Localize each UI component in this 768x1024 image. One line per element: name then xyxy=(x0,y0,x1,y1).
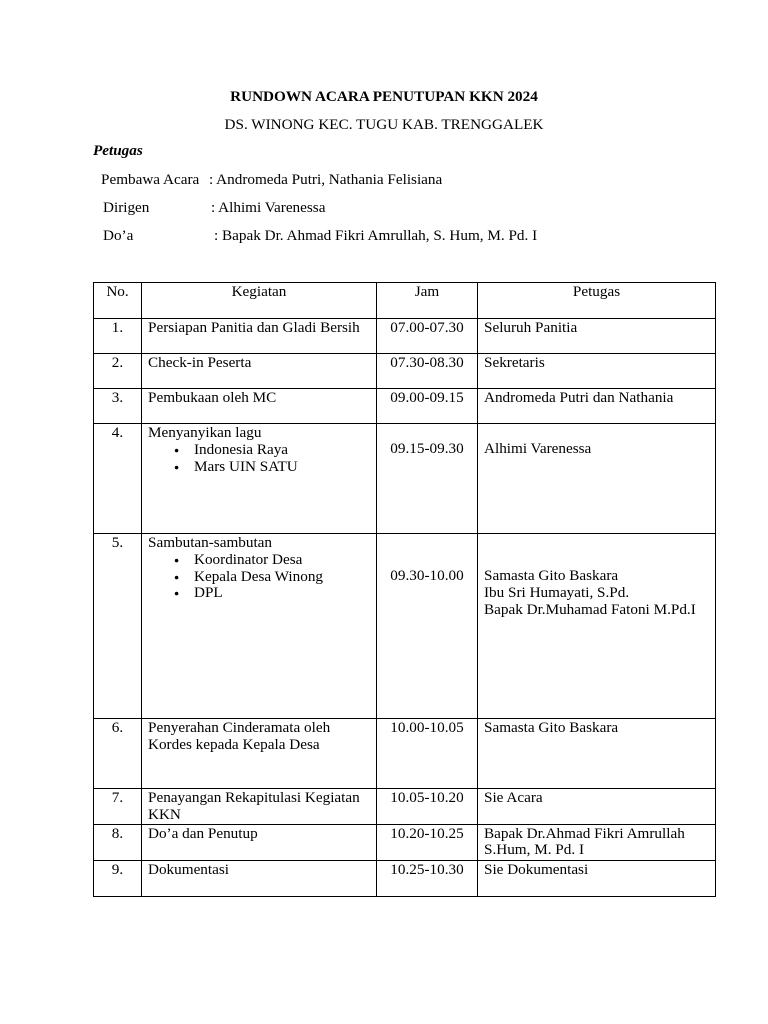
table-row xyxy=(94,860,716,896)
activity-label: Sambutan-sambutan xyxy=(148,534,273,551)
row-activity xyxy=(142,719,377,789)
row-number: 8. xyxy=(94,824,142,860)
row-number: 5. xyxy=(94,534,142,719)
table-row xyxy=(94,389,716,424)
row-time: 07.00-07.30 xyxy=(377,319,478,354)
table-row xyxy=(94,789,716,825)
rundown-table xyxy=(93,282,716,897)
list-item: ● Koordinator Desa xyxy=(194,552,370,569)
officer-role-mc: Pembawa Acara xyxy=(101,171,200,188)
activity-line: Penyerahan Cinderamata oleh xyxy=(148,719,331,736)
row-time: 10.25-10.30 xyxy=(377,860,478,896)
officers-heading: Petugas xyxy=(93,142,143,159)
officer-line: Samasta Gito Baskara xyxy=(484,567,619,584)
document-title: RUNDOWN ACARA PENUTUPAN KKN 2024 xyxy=(230,88,538,105)
row-time: 10.20-10.25 xyxy=(377,824,478,860)
table-row xyxy=(94,824,716,860)
row-time: 07.30-08.30 xyxy=(377,354,478,389)
officer-name-conductor: : Alhimi Varenessa xyxy=(211,199,326,216)
document-subtitle: DS. WINONG KEC. TUGU KAB. TRENGGALEK xyxy=(224,116,544,133)
column-header-time: Jam xyxy=(377,283,478,319)
row-officer: Samasta Gito Baskara xyxy=(478,719,716,789)
table-row xyxy=(94,354,716,389)
activity-line: Kordes kepada Kepala Desa xyxy=(148,735,320,753)
row-time: 09.15-09.30 xyxy=(377,424,478,534)
list-item: ● Indonesia Raya xyxy=(194,442,370,459)
row-number: 1. xyxy=(94,319,142,354)
row-activity xyxy=(142,424,377,534)
row-number: 2. xyxy=(94,354,142,389)
row-number: 3. xyxy=(94,389,142,424)
table-row xyxy=(94,534,716,719)
row-activity xyxy=(142,534,377,719)
officer-name-mc: : Andromeda Putri, Nathania Felisiana xyxy=(209,171,443,188)
officer-role-prayer: Do’a xyxy=(103,227,134,244)
row-activity: Dokumentasi xyxy=(142,860,377,896)
row-officer xyxy=(478,824,716,860)
row-activity xyxy=(142,789,377,825)
row-time: 10.00-10.05 xyxy=(377,719,478,789)
row-officer: Seluruh Panitia xyxy=(478,319,716,354)
officer-line: Bapak Dr.Ahmad Fikri Amrullah xyxy=(484,824,685,842)
officer-line: Ibu Sri Humayati, S.Pd. xyxy=(484,583,630,601)
officer-name-prayer: : Bapak Dr. Ahmad Fikri Amrullah, S. Hum, M. Pd. I xyxy=(214,227,538,244)
row-time: 09.00-09.15 xyxy=(377,389,478,424)
row-officer: Sie Dokumentasi xyxy=(478,860,716,896)
bullet-list xyxy=(148,442,370,476)
list-item: ● Kepala Desa Winong xyxy=(194,569,370,586)
table-header-row xyxy=(94,283,716,319)
row-number: 7. xyxy=(94,789,142,825)
list-item: ● DPL xyxy=(194,585,370,602)
row-officer: Sie Acara xyxy=(478,789,716,825)
row-time: 09.30-10.00 xyxy=(377,534,478,719)
row-number: 6. xyxy=(94,719,142,789)
column-header-no: No. xyxy=(94,283,142,319)
bullet-list xyxy=(148,552,370,602)
officer-line: S.Hum, M. Pd. I xyxy=(484,841,585,859)
row-activity: Persiapan Panitia dan Gladi Bersih xyxy=(142,319,377,354)
row-activity: Do’a dan Penutup xyxy=(142,824,377,860)
officer-line: Bapak Dr.Muhamad Fatoni M.Pd.I xyxy=(484,600,696,618)
row-officer: Sekretaris xyxy=(478,354,716,389)
row-officer: Alhimi Varenessa xyxy=(478,424,716,534)
row-officer xyxy=(478,534,716,719)
table-row xyxy=(94,319,716,354)
row-officer: Andromeda Putri dan Nathania xyxy=(478,389,716,424)
activity-line: Penayangan Rekapitulasi Kegiatan xyxy=(148,789,360,806)
column-header-officer: Petugas xyxy=(478,283,716,319)
activity-line: KKN xyxy=(148,805,181,823)
table-row xyxy=(94,719,716,789)
row-time: 10.05-10.20 xyxy=(377,789,478,825)
activity-label: Menyanyikan lagu xyxy=(148,424,262,441)
row-number: 9. xyxy=(94,860,142,896)
row-number: 4. xyxy=(94,424,142,534)
list-item: ● Mars UIN SATU xyxy=(194,459,370,476)
row-activity: Check-in Peserta xyxy=(142,354,377,389)
column-header-activity: Kegiatan xyxy=(142,283,377,319)
row-activity: Pembukaan oleh MC xyxy=(142,389,377,424)
table-row xyxy=(94,424,716,534)
officer-role-conductor: Dirigen xyxy=(103,199,150,216)
